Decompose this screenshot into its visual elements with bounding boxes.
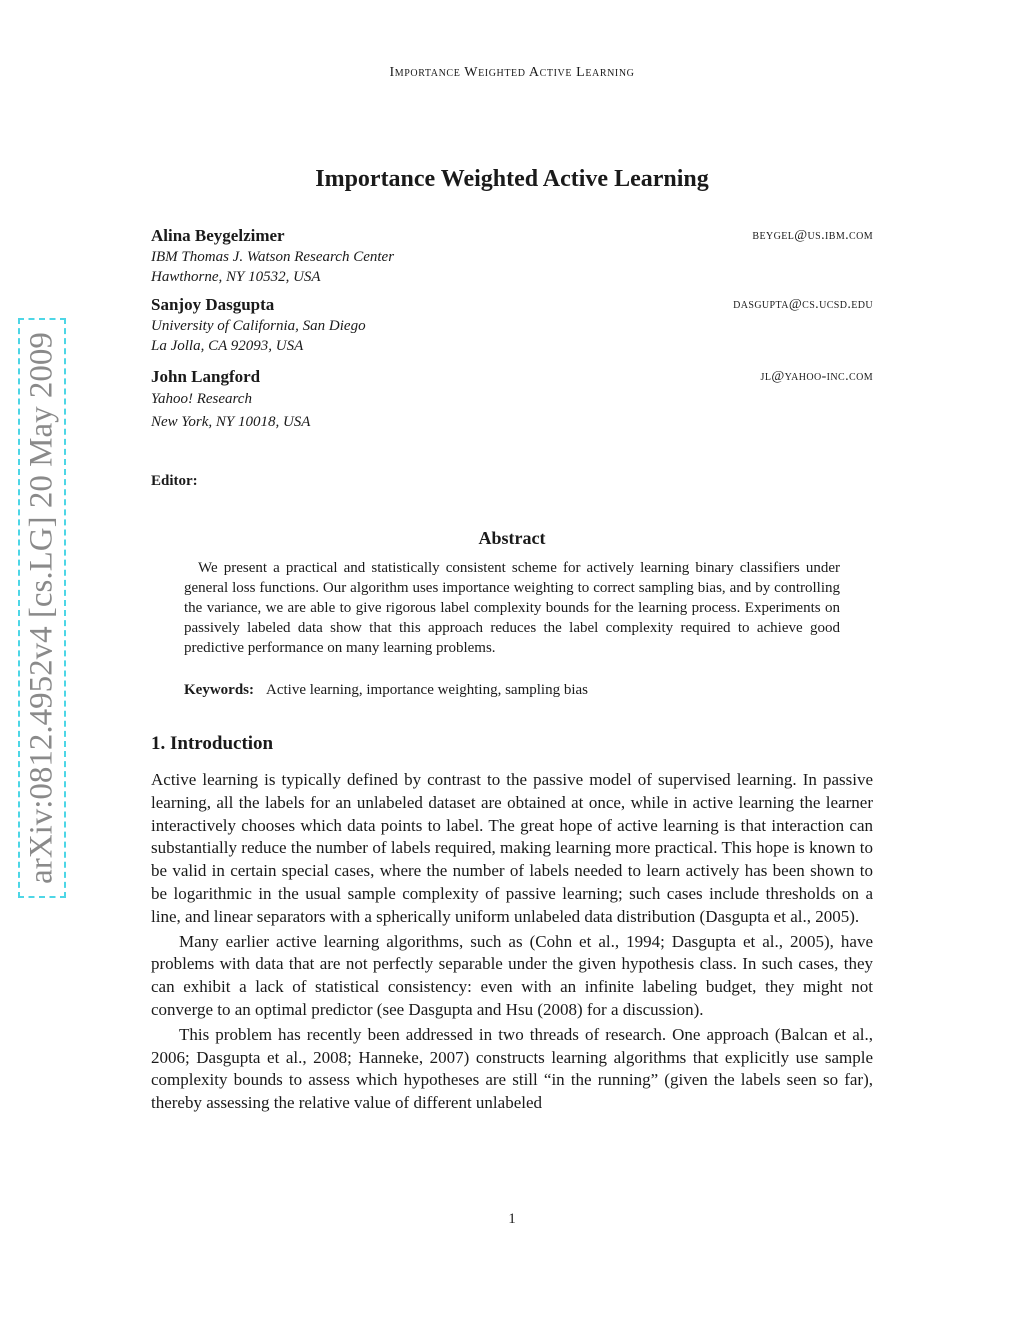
section-body bbox=[151, 769, 873, 1115]
page-number: 1 bbox=[508, 1211, 516, 1227]
author-email[interactable]: jl@yahoo-inc.com bbox=[760, 369, 873, 384]
running-header: Importance Weighted Active Learning bbox=[389, 65, 635, 80]
author-email[interactable]: dasgupta@cs.ucsd.edu bbox=[733, 297, 873, 312]
author-affiliation: Yahoo! Research bbox=[151, 391, 252, 407]
author-block bbox=[151, 225, 873, 287]
author-name: Alina Beygelzimer bbox=[151, 226, 285, 245]
arxiv-stamp[interactable] bbox=[18, 318, 66, 898]
author-email[interactable]: beygel@us.ibm.com bbox=[752, 228, 873, 243]
author-name: John Langford bbox=[151, 367, 261, 386]
paragraph: This problem has recently been addressed in two threads of research. One approach (Balcan et al., 2006; Dasgupta et al., 2008; Hanneke, 2007) constructs learning algorithms that explicitly use sample complexity bounds to assess which hypotheses are still “in the running” (given the labels seen so far), thereby assessing the relative value of different unlabeled bbox=[151, 1024, 873, 1113]
abstract-text: We present a practical and statistically consistent scheme for actively learning binary classifiers under general loss functions. Our algorithm uses importance weighting to correct sampling bias, and by controlling the variance, we are able to give rigorous label complexity bounds for the learning process. Experiments on passively labeled data show that this approach reduces the label complexity required to achieve good predictive performance on many learning problems. bbox=[184, 560, 840, 656]
keywords-line bbox=[184, 682, 588, 699]
author-name: Sanjoy Dasgupta bbox=[151, 295, 275, 314]
author-address: La Jolla, CA 92093, USA bbox=[151, 338, 304, 354]
paper-title: Importance Weighted Active Learning bbox=[315, 166, 709, 192]
section-heading: 1. Introduction bbox=[151, 733, 274, 754]
arxiv-stamp-text: arXiv:0812.4952v4 [cs.LG] 20 May 2009 bbox=[23, 332, 60, 884]
author-address: New York, NY 10018, USA bbox=[151, 414, 311, 430]
keywords-label: Keywords: bbox=[184, 682, 254, 698]
editor-label: Editor: bbox=[151, 473, 198, 489]
author-affiliation: University of California, San Diego bbox=[151, 318, 366, 334]
paragraph: Active learning is typically defined by contrast to the passive model of supervised learning. In passive learning, all the labels for an unlabeled dataset are obtained at once, while in active learning the learner interactively chooses which data points to label. The great hope of active learning is that interaction can substantially reduce the number of labels required, making learning more practical. This hope is known to be valid in certain special cases, where the number of labels needed to learn actively has been shown to be logarithmic in the usual sample complexity of passive learning; such cases include thresholds on a line, and linear separators with a spherically uniform unlabeled data distribution (Dasgupta et al., 2005). bbox=[151, 770, 873, 926]
author-block bbox=[151, 294, 873, 356]
abstract-heading: Abstract bbox=[478, 528, 546, 548]
author-block bbox=[151, 366, 873, 434]
author-address: Hawthorne, NY 10532, USA bbox=[151, 269, 321, 285]
author-affiliation: IBM Thomas J. Watson Research Center bbox=[151, 249, 395, 265]
paragraph: Many earlier active learning algorithms, such as (Cohn et al., 1994; Dasgupta et al., 2005), have problems with data that are not perfectly separable under the given hypothesis class. In such cases, they can exhibit a lack of statistical consistency: even with an infinite labeling budget, they might not converge to an optimal predictor (see Dasgupta and Hsu (2008) for a discussion). bbox=[151, 931, 873, 1019]
keywords-list: Active learning, importance weighting, sampling bias bbox=[266, 682, 589, 698]
